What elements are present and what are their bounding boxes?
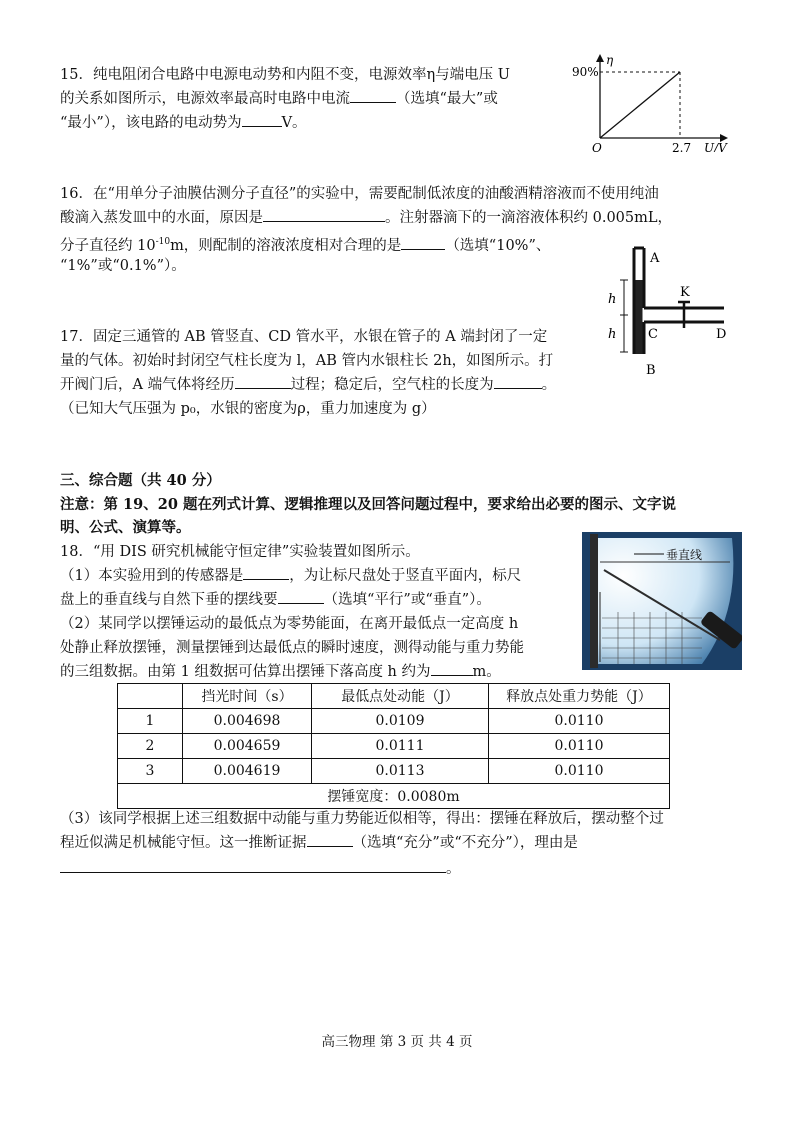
- q15-line: [600, 72, 680, 138]
- support-rod: [590, 534, 598, 668]
- q17-line3: [60, 374, 556, 396]
- table-cell: 0.004659: [183, 734, 312, 759]
- q15-blank-current[interactable]: [350, 88, 396, 103]
- table-header: 挡光时间（s）: [183, 684, 312, 709]
- table-cell: 0.0110: [489, 734, 670, 759]
- q15-line1: 15．纯电阻闭合电路中电源电动势和内阻不变，电源效率η与端电压 U: [60, 67, 510, 83]
- page-footer: 高三物理 第 3 页 共 4 页: [321, 1034, 473, 1050]
- section3-note2: 明、公式、演算等。: [60, 519, 191, 536]
- table-footer-row: [118, 784, 670, 809]
- table-footer: 摆锤宽度：0.0080m: [118, 784, 670, 809]
- q16-line2-text: 酸滴入蒸发皿中的水面，原因是: [60, 210, 263, 226]
- q15-x-tick: 2.7: [672, 141, 692, 152]
- q18-p1-text2: 盘上的垂直线与自然下垂的摆线要: [60, 592, 278, 608]
- h-label-lower: h: [608, 327, 617, 342]
- label-d: D: [716, 327, 727, 342]
- q15-x-label: U/V: [704, 141, 727, 152]
- table-row: [118, 759, 670, 784]
- q18-p3-line3: [60, 858, 461, 880]
- q15-line2: [60, 88, 498, 110]
- table-cell: 0.0111: [312, 734, 489, 759]
- q16-line2-tail: 。注射器滴下的一滴溶液体积约 0.005mL，: [385, 210, 672, 226]
- q15-graph: [570, 52, 740, 152]
- q15-origin: O: [592, 141, 602, 152]
- table-row: [118, 734, 670, 759]
- photo-label-vertical: 垂直线: [666, 548, 703, 562]
- q16-line3-text: 分子直径约 10: [60, 237, 156, 254]
- q18-p2-line1: （2）某同学以摆锤运动的最低点为零势能面，在离开最低点一定高度 h: [60, 616, 519, 632]
- section3-note1: 注意：第 19、20 题在列式计算、逻辑推理以及回答问题过程中，要求给出必要的图示、文字说: [60, 496, 676, 513]
- q17-line3-tail: 。: [541, 377, 557, 393]
- table-cell: 0.004619: [183, 759, 312, 784]
- q16-line4: “1%”或“0.1%”）。: [60, 258, 186, 274]
- q18-p2-line3: [60, 661, 501, 683]
- q18-p2-text3: 的三组数据。由第 1 组数据可估算出摆锤下落高度 h 约为: [60, 664, 431, 680]
- q18-blank-parallel[interactable]: [278, 589, 324, 604]
- q15-line2-text: 的关系如图所示，电源效率最高时电路中电流: [60, 91, 350, 107]
- q18-p1-line1: [60, 565, 521, 587]
- q18-p3-end: 。: [446, 861, 461, 877]
- mercury-column: [636, 280, 643, 354]
- q15-y-arrow-icon: [596, 54, 604, 62]
- q17-line3-text: 开阀门后，A 端气体将经历: [60, 377, 235, 393]
- q18-blank-reason[interactable]: [60, 858, 446, 873]
- q16-line3: [60, 231, 550, 257]
- q17-figure: [600, 246, 740, 380]
- table-cell: 0.0109: [312, 709, 489, 734]
- q16-line1: 16．在“用单分子油膜估测分子直径”的实验中，需要配制低浓度的油酸酒精溶液而不使用纯油: [60, 186, 659, 202]
- table-header: 释放点处重力势能（J）: [489, 684, 670, 709]
- q16-line3-mid: m，则配制的溶液浓度相对合理的是: [170, 237, 402, 254]
- q18-p2-tail: m。: [472, 664, 501, 680]
- table-header: [118, 684, 183, 709]
- q17-line3-mid: 过程；稳定后，空气柱的长度为: [290, 377, 494, 393]
- scale-disc: [596, 538, 733, 664]
- q16-line2: [60, 207, 672, 229]
- q16-exponent: -10: [155, 237, 171, 247]
- q17-line1: 17．固定三通管的 AB 管竖直、CD 管水平，水银在管子的 A 端封闭了一定: [60, 329, 548, 345]
- q18-p1-text: （1）本实验用到的传感器是: [60, 568, 244, 584]
- label-c: C: [648, 327, 658, 342]
- q15-line2-tail: （选填“最大”或: [396, 91, 498, 107]
- q18-data-table: [117, 683, 670, 809]
- q18-p3-text2: 程近似满足机械能守恒。这一推断证据: [60, 835, 307, 851]
- q18-blank-height[interactable]: [431, 661, 473, 676]
- q17-blank-process[interactable]: [235, 374, 291, 389]
- q18-p2-line2: 处静止释放摆锤，测量摆锤到达最低点的瞬时速度，测得动能与重力势能: [60, 640, 524, 656]
- q16-line3-tail: （选填“10%”、: [445, 237, 551, 254]
- table-cell: 3: [118, 759, 183, 784]
- table-cell: 0.0110: [489, 759, 670, 784]
- table-cell: 1: [118, 709, 183, 734]
- label-k: K: [680, 285, 690, 300]
- table-header: 最低点处动能（J）: [312, 684, 489, 709]
- q15-line3: [60, 112, 307, 134]
- table-cell: 0.0113: [312, 759, 489, 784]
- q18-p1-mid: ，为让标尺盘处于竖直平面内，标尺: [289, 568, 522, 584]
- q18-blank-sensor[interactable]: [243, 565, 289, 580]
- q18-p3-line1: （3）该同学根据上述三组数据中动能与重力势能近似相等，得出：摆锤在释放后，摆动整个过: [60, 811, 664, 827]
- q17-blank-length[interactable]: [494, 374, 542, 389]
- section3-title: 三、综合题（共 40 分）: [60, 472, 221, 489]
- q17-line4: （已知大气压强为 p₀，水银的密度为ρ，重力加速度为 g）: [60, 401, 436, 417]
- q15-line3-tail: V。: [281, 115, 307, 131]
- q18-line1: 18．“用 DIS 研究机械能守恒定律”实验装置如图所示。: [60, 544, 420, 560]
- table-cell: 0.004698: [183, 709, 312, 734]
- table-row: [118, 709, 670, 734]
- q15-line3-text: “最小”），该电路的电动势为: [60, 115, 242, 131]
- table-cell: 0.0110: [489, 709, 670, 734]
- q18-p1-tail: （选填“平行”或“垂直”）。: [323, 592, 491, 608]
- q18-p3-line2: [60, 832, 578, 854]
- h-label-upper: h: [608, 292, 617, 307]
- q18-apparatus-photo: [582, 532, 742, 670]
- q16-blank-concentration[interactable]: [401, 235, 445, 250]
- q18-blank-evidence[interactable]: [307, 832, 353, 847]
- q18-p3-tail2: （选填“充分”或“不充分”），理由是: [352, 835, 578, 851]
- q15-y-tick: 90%: [572, 65, 599, 79]
- label-a: A: [650, 251, 660, 266]
- q15-y-label: η: [606, 53, 614, 67]
- label-b: B: [646, 363, 656, 378]
- table-header-row: [118, 684, 670, 709]
- q15-blank-emf[interactable]: [242, 112, 282, 127]
- table-cell: 2: [118, 734, 183, 759]
- q17-line2: 量的气体。初始时封闭空气柱长度为 l，AB 管内水银柱长 2h，如图所示。打: [60, 353, 554, 369]
- q18-p1-line2: [60, 589, 491, 611]
- q16-blank-reason[interactable]: [263, 207, 385, 222]
